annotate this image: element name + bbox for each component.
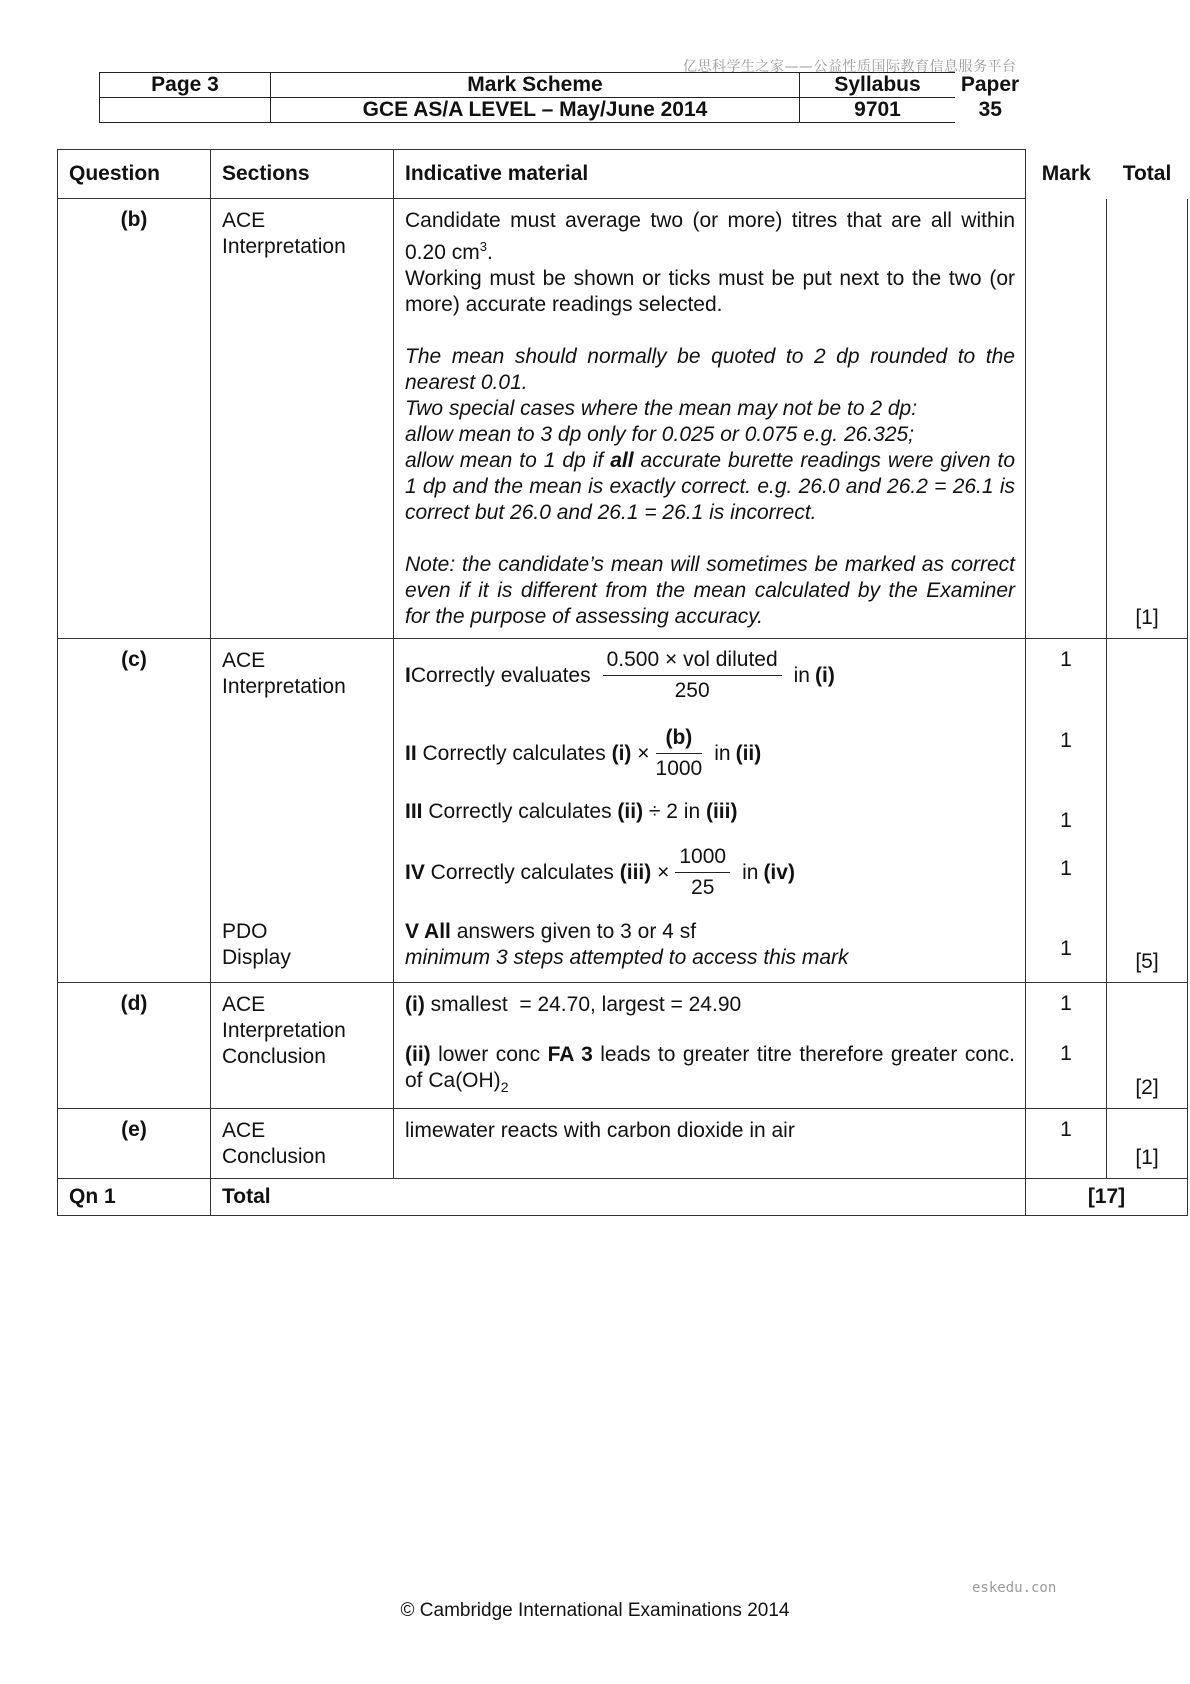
exam-session: GCE AS/A LEVEL – May/June 2014	[271, 98, 800, 123]
section-skill: ACE	[222, 993, 266, 1016]
copyright-footer: © Cambridge International Examinations 2014	[400, 1600, 790, 1621]
total-cell: [5]	[1107, 639, 1188, 983]
total-label: Total	[211, 1179, 394, 1216]
section-skill: Conclusion	[222, 1045, 326, 1068]
question-total-label: Qn 1	[58, 1179, 211, 1216]
indicative-text: The mean should normally be quoted to 2 dp rounded to the nearest 0.01.	[405, 345, 1015, 394]
paper-label: Paper	[960, 73, 1020, 96]
sections-cell	[211, 983, 394, 1109]
section-skill: ACE	[222, 1119, 266, 1143]
indicative-cell	[394, 199, 1026, 639]
syllabus-code: 9701	[800, 98, 956, 123]
fraction: $\frac{\text{0.500 × vol diluted}}{250}$	[603, 647, 782, 704]
mark-value: 1	[1060, 809, 1072, 832]
indicative-text: Two special cases where the mean may not be to 2 dp:	[405, 397, 918, 420]
section-skill: ACE	[222, 209, 266, 232]
sections-cell	[211, 1109, 394, 1179]
step-iii: III Correctly calculates (ii) ÷ 2 in (iii)	[405, 800, 738, 823]
step-v: V All answers given to 3 or 4 sf minimum 3 steps attempted to access this mark	[405, 920, 849, 969]
table-row-d	[58, 983, 1188, 1109]
paper-number: 35	[978, 98, 1002, 121]
question-label: (b)	[58, 199, 211, 639]
table-row-c	[58, 639, 1188, 983]
section-skill: Interpretation	[222, 235, 346, 258]
mark-value: 1	[1060, 857, 1072, 880]
step-i: I Correctly evaluates $\frac{\text{0.500 × vol diluted}}{250}$ in (i)	[405, 648, 835, 702]
table-header-row	[58, 150, 1188, 199]
document-title: Mark Scheme	[271, 73, 800, 98]
indicative-cell	[394, 983, 1026, 1109]
page-blank-cell	[100, 98, 271, 123]
mark-value: 1	[1060, 1118, 1072, 1142]
indicative-text: (i) smallest = 24.70, largest = 24.90	[405, 993, 742, 1016]
indicative-cell	[394, 1109, 1026, 1179]
page-number: Page 3	[100, 73, 271, 98]
section-skill: Interpretation	[222, 675, 346, 698]
sections-cell	[211, 639, 394, 983]
mark-value: 1	[1060, 992, 1072, 1015]
section-skill: Display	[222, 946, 291, 969]
mark-value: 1	[1060, 648, 1072, 671]
mark-cell	[1026, 1109, 1107, 1179]
mark-cell	[1026, 983, 1107, 1109]
indicative-text: Candidate must average two (or more) titres that are all within 0.20 $cm^3$.	[405, 209, 1015, 264]
indicative-text: (ii) lower conc FA 3 leads to greater titre therefore greater conc. of $Ca(OH)_2$	[405, 1043, 1016, 1096]
mark-scheme-table	[57, 149, 1188, 1216]
section-skill: Conclusion	[222, 1145, 326, 1169]
indicative-cell	[394, 639, 1026, 983]
mark-value: 1	[1060, 1042, 1072, 1065]
indicative-text: allow mean to 1 dp if all accurate burette readings were given to 1 dp and the mean is exactly correct. e.g. 26.0 and 26.2 = 26.1 is correct but 26.0 and 26.1 = 26.1 is incorrect.	[405, 449, 1016, 524]
question-label: (c)	[58, 639, 211, 983]
col-sections: Sections	[211, 150, 394, 199]
total-cell: [2]	[1107, 983, 1188, 1109]
page-header-table	[99, 72, 1026, 123]
col-indicative: Indicative material	[394, 150, 1026, 199]
question-label: (e)	[58, 1109, 211, 1179]
total-cell: [1]	[1107, 1109, 1188, 1179]
col-total: Total	[1122, 162, 1172, 185]
table-row-e	[58, 1109, 1188, 1179]
watermark-bottom: eskedu.con	[972, 1580, 1057, 1596]
section-skill: Interpretation	[222, 1019, 346, 1042]
question-label: (d)	[58, 983, 211, 1109]
sections-cell	[211, 199, 394, 639]
section-skill: ACE	[222, 649, 266, 672]
indicative-text: Working must be shown or ticks must be put next to the two (or more) accurate readings selected.	[405, 267, 1015, 316]
watermark-top: 亿思科学生之家——公益性质国际教育信息服务平台	[683, 59, 1017, 75]
mark-cell	[1026, 199, 1107, 639]
section-skill: PDO	[222, 920, 268, 943]
indicative-text: Note: the candidate’s mean will sometimes be marked as correct even if it is different from the mean calculated by the Examiner for the purpose of assessing accuracy.	[405, 553, 1015, 628]
total-blank-cell	[394, 1179, 1026, 1216]
total-cell: [1]	[1107, 199, 1188, 639]
mark-cell	[1026, 639, 1107, 983]
grand-total: [17]	[1026, 1179, 1188, 1216]
mark-value: 1	[1060, 937, 1072, 960]
table-row-total	[58, 1179, 1188, 1216]
fraction: $\frac{(b)}{1000}$	[655, 726, 703, 780]
table-row-b	[58, 199, 1188, 639]
step-iv: IV Correctly calculates (iii) × $\frac{1000}{25}$ in (iv)	[405, 845, 795, 899]
fraction: $\frac{1000}{25}$	[675, 844, 730, 901]
col-mark: Mark	[1026, 150, 1107, 199]
syllabus-label: Syllabus	[800, 73, 956, 98]
step-ii: II Correctly calculates (i) × $\frac{(b)}{1000}$ in (ii)	[405, 726, 762, 780]
col-question: Question	[58, 150, 211, 199]
indicative-text: allow mean to 3 dp only for 0.025 or 0.075 e.g. 26.325;	[405, 423, 915, 446]
mark-value: 1	[1060, 729, 1072, 752]
indicative-text: limewater reacts with carbon dioxide in air	[405, 1119, 795, 1143]
